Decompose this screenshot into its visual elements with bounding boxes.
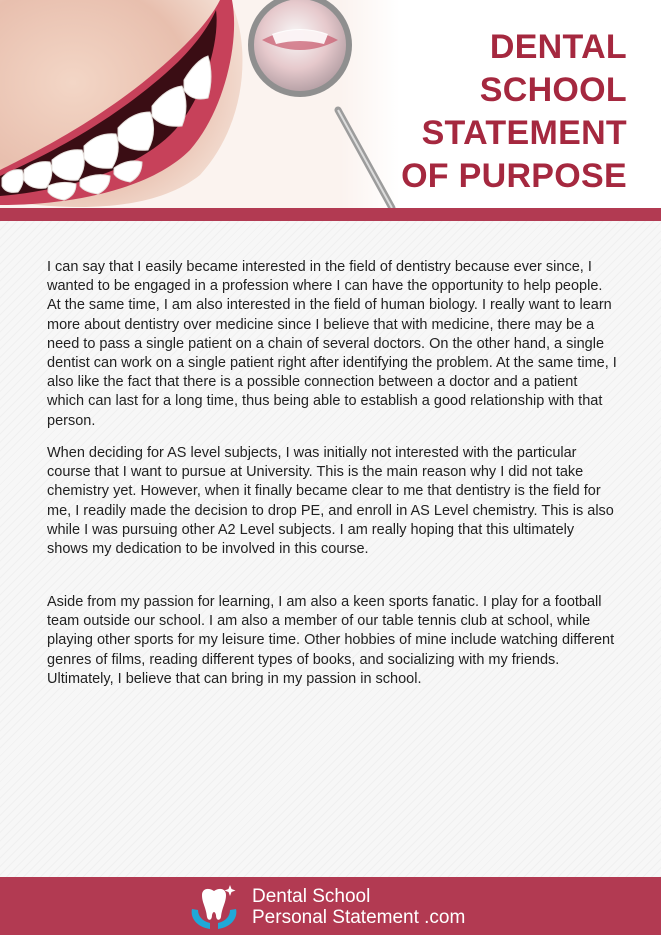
title-line: OF PURPOSE xyxy=(401,157,627,195)
divider-band xyxy=(0,208,661,221)
paragraph-1: I can say that I easily became interested in the field of dentistry because ever since, I wanted to be engaged in a profession where I can have the opportunity to help people. At the same time, I am also interested in the field of human biology. I really want to learn more about dentistry over medicine since I believe that with medicine, there may be a need to pass a single patient on a chain of several doctors. On the other hand, a single dentist can work on a single patient right after identifying the problem. At the same time, I also like the fact that there is a possible connection between a doctor and a patient which can last for a long time, thus being able to establish a good relationship with that person. xyxy=(47,259,617,429)
footer xyxy=(0,877,661,935)
header xyxy=(0,0,661,208)
statement-body xyxy=(0,221,661,877)
tooth-hands-logo-icon xyxy=(188,883,240,931)
smile-mirror-image xyxy=(0,0,400,208)
footer-brand-line1: Dental School xyxy=(252,886,371,907)
footer-brand-line2: Personal Statement .com xyxy=(252,907,466,928)
title-line: DENTAL xyxy=(489,28,627,66)
paragraph-2: When deciding for AS level subjects, I was initially not interested with the particular course that I want to pursue at University. This is the main reason why I did not take chemistry yet. However, when it finally became clear to me that dentistry is the field for me, I readily made the decision to drop PE, and enroll in AS Level chemistry. This is also while I was pursuing other A2 Level subjects. I am really hoping that this ultimately shows my dedication to be involved in this course. xyxy=(47,445,614,558)
title-line: STATEMENT xyxy=(421,114,627,152)
page-title xyxy=(401,26,627,198)
footer-brand xyxy=(252,886,465,928)
title-line: SCHOOL xyxy=(479,71,627,109)
paragraph-3: Aside from my passion for learning, I am also a keen sports fanatic. I play for a football team outside our school. I am also a member of our table tennis club at school, while playing other sports for my leisure time. Other hobbies of mine include watching different genres of films, reading different types of books, and socializing with my friends. Ultimately, I believe that can bring in my passion in school. xyxy=(47,594,615,687)
